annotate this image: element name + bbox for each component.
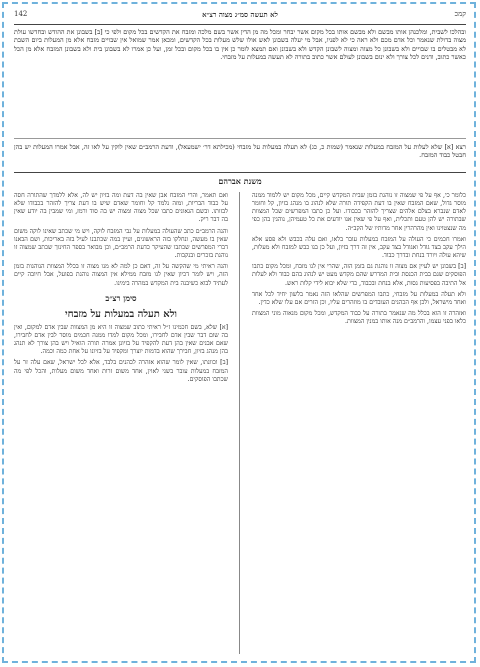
left-sub-paragraph: [א] שלא, בשם חכמינו ז״ל ראיתי כתוב שמצוה זו היא מן המצוות שבין אדם למקום, ואין בה שום דבר שבין אדם לחבירו, ומכל מקום למדו ממנה חכמים מוסר לבין אדם לחבירו, שאם אבנים שאין בהן דעת להקפיד על בזיונן אמרה תורה הואיל ויש בהן צורך לא תנהג בהן מנהג בזיון, חבירך שהוא בדמות יוצרך ומקפיד על בזיונו על אחת כמה וכמה. (14, 323, 228, 356)
right-column (252, 192, 466, 654)
subsection-heading: ולא תעלה במעלות על מזבחי (65, 308, 177, 320)
section-title: משנת אברהם (218, 176, 262, 186)
right-paragraph: כלומר כי, אף על פי שמצוה זו נוהגת בזמן שבית המקדש קיים, מכל מקום יש ללמוד ממנה מוסר גדול, שאם המזבח שאין בו דעת הקפידה תורה שלא לנהוג בו מנהג בזיון, קל וחומר לאדם שנברא בצלם אלהים שצריך להזהר בכבודו. ועל כן כתבו המפרשים שכל המצוות שבתורה יש להן טעם ותכלית, ואף על פי שאין אנו יודעים את כל טעמיהן, נוהגין בהן כפי מה שנצטוינו ואין מהרהרין אחר מדותיו של הקב״ה. (252, 192, 466, 232)
left-sub-paragraph: [ב] וכוונתו, שאין לומר שהוא אזהרה לכהנים בלבד, אלא לכל ישראל, שאם עלה זר על המזבח במעלות עובר בשני לאוין, אחד משום זרות ואחד משום מעלות, והכל לפי מה שכתבו הפוסקים. (14, 359, 228, 383)
document-page (14, 10, 466, 658)
right-paragraph: ואמרו חכמים כי העולה על המזבח במעלות עובר בלאו, ואם עלה בכבש ולא פסע אלא הילך עקב בצד גודל ואגודל בצד עקב, אין זה דרך בזיון, ועל כן בנו כבש למזבח ולא מעלות, שיהא עולה ויורד בנחת ובדרך כבוד. (252, 235, 466, 260)
separator-rule (14, 138, 466, 139)
left-paragraph: והנה ראיתי מי שהקשה על זה, דאם כן למה לא מנו מצוה זו בכלל המצוות הנוהגות בזמן הזה, ויש לומר דכיון שאין לנו מזבח ממילא אין המצוה נוהגת בפועל, אבל חיובה קיים לעתיד לבוא כשיבנה בית המקדש במהרה בימינו. (14, 263, 228, 287)
rule-line: רצא [א] שלא לעלות על המזבח במעלות שנאמר (שמות כ, כג) לא תעלה במעלות על מזבחי (מכילתא דר׳ ישמעאל), ודעת הרמב״ם שאין לוקין על לאו זה, אבל אמרו המעלות יש בהן חבטל כבוד המזבח. (14, 143, 466, 160)
page-number: 142 (14, 10, 28, 18)
section-rule (14, 172, 466, 173)
top-text-block: ובהלכו לשבית, ומלכנהן אותו מבשם ולא מבשם אותו בכל מקום אשר יבחר ומכל מה מן הדין אשר בשם מלכה ומזבח את הקדשים בכל מקום ולפי כי [ב] בשבונן את ההודש ובחדשו עולת מצוה בדולת שנאמר וכל אדם מכם ולא ראה כי לא לפניו, אבל מי יעלה בשבונן לאש אולו שלש מעלות בכל הקדשים, ומכאן אמר שמואל אין שבויים מזבח אלא מן המעלות ביום השבת לא מבטלים בו שבויים ולא בשבונן כל מצוה ומצוה לשבונן הקדש ולא בשבונן ואם תמצא לומר כן אין בו בכל מקום ובכל זמן, ועל כן אמרו לא בשבונן בית ולא בשבונן המזבח אלא מן הכל כאשר כתוב, ודנים לכל צורך ולא ינום בשבונן לעולם אשר כתוב בתורה לא תעשה במעלות על מזבחי. (14, 28, 466, 61)
page-header (14, 10, 466, 24)
right-paragraph: ואזהרה זו הוא בכלל מה שנאמר בתורה על כבוד המקדש, ומכל מקום מנאוה מוני המצוות כלאו בפני עצמו, והרמב״ם מנה אותו במנין המצוות. (252, 310, 466, 326)
left-paragraph: והנה הרמב״ם כתב שהעולה במעלות על גבי המזבח לוקה, ויש מי שכתב שאינו לוקה משום שאין בו מעשה, ונחלקו בזה הראשונים, ועיין במה שכתבנו לעיל בזה באריכות, ושם הבאנו דברי המפרשים שכתבו שהעיקר כדעת הרמב״ם, וכן מבואר בספר החינוך שכתב שמצוה זו נוהגת בזכרים ובנקבות. (14, 227, 228, 260)
book-title: קמכ (454, 10, 466, 18)
left-column (14, 192, 228, 654)
chapter-reference: לא תעשה סמ״ג מצוה רצ״א (202, 10, 278, 19)
right-paragraph: [ב] בשבונן יש לעיין אם מצוה זו נוהגת גם בזמן הזה, שהרי אין לנו מזבח, ומכל מקום כתבו הפוסקים שגם בבית הכנסת ובית המדרש שהם מקדש מעט יש לנהוג בהם כבוד ולא לעלות אל התיבה בפסיעות גסות, אלא בנחת ובכבוד, כדי שלא יבוא לידי קלות ראש. (252, 263, 466, 287)
left-paragraph: ואם תאמר, והרי המזבח אבן שאין בה דעת ומה בזיון יש לה, אלא ללמדך שהתורה חסה על כבוד הבריות, ומזה נלמד קל וחומר שאדם שיש בו דעת צריך להזהר בכבודו שלא לבזותו. ובשם הגאונים כתבו שכל מצוה ומצוה יש בה סוד ורמז, ומי שמבין בה יודע שאין בה דבר ריק. (14, 192, 228, 224)
header-rule (14, 24, 466, 25)
column-divider (239, 192, 240, 654)
right-paragraph: ולא תעלה במעלות על מזבחי, כתבו המפרשים שהלאו הזה נאמר בלשון יחיד לכל אחד ואחד מישראל, ולכן אף הכהנים העובדים בו מוזהרים עליו, וכן הזרים אם עלו שלא כדין. (252, 290, 466, 306)
subsection-title: סימן רצ״ב (105, 292, 137, 303)
